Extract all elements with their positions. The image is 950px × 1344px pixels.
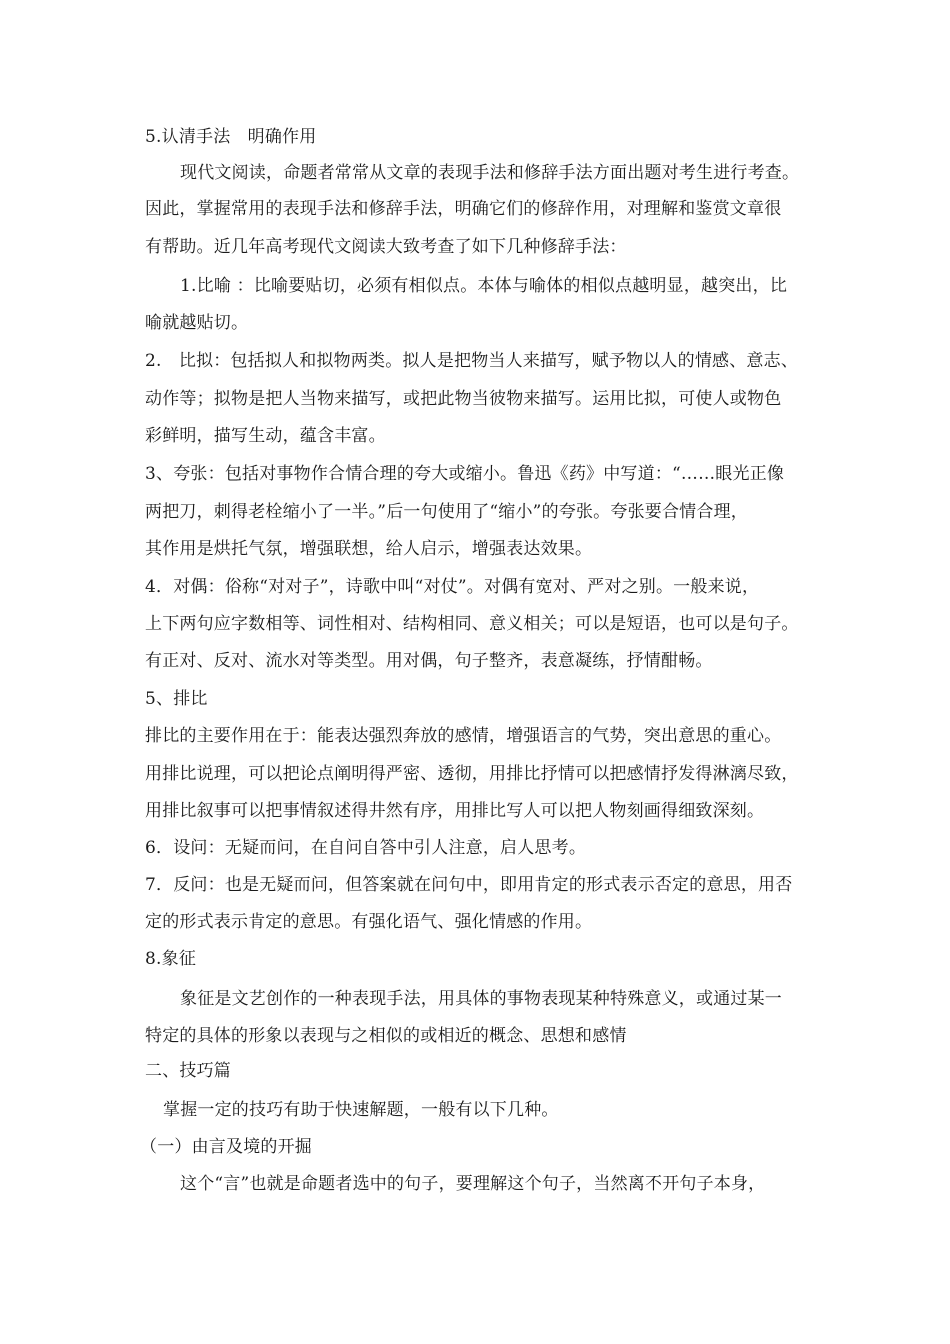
- list-item-line: 彩鲜明，描写生动，蕴含丰富。: [145, 426, 386, 446]
- paragraph-line: 现代文阅读，命题者常常从文章的表现手法和修辞手法方面出题对考生进行考查。: [180, 163, 800, 183]
- subsection-heading: （一）由言及境的开掘: [140, 1137, 312, 1157]
- paragraph-line: 掌握一定的技巧有助于快速解题，一般有以下几种。: [163, 1100, 559, 1120]
- list-item-line: 定的形式表示肯定的意思。有强化语气、强化情感的作用。: [145, 912, 593, 932]
- paragraph-line: 象征是文艺创作的一种表现手法，用具体的事物表现某种特殊意义，或通过某一: [180, 989, 782, 1009]
- section-heading: 二、技巧篇: [145, 1061, 231, 1081]
- paragraph-line: 有帮助。近几年高考现代文阅读大致考查了如下几种修辞手法：: [145, 237, 627, 257]
- list-item-line: 1.比喻 ：比喻要贴切，必须有相似点。本体与喻体的相似点越明显，越突出，比: [180, 276, 788, 296]
- list-item-line: 4．对偶：俗称“对对子”，诗歌中叫“对仗”。对偶有宽对、严对之别。一般来说，: [145, 577, 760, 597]
- section-heading: 5.认清手法 明确作用: [145, 127, 317, 147]
- paragraph-line: 用排比叙事可以把事情叙述得井然有序，用排比写人可以把人物刻画得细致深刻。: [145, 801, 765, 821]
- list-item-line: 喻就越贴切。: [145, 313, 249, 333]
- paragraph-line: 用排比说理，可以把论点阐明得严密、透彻，用排比抒情可以把感情抒发得淋漓尽致，: [145, 764, 799, 784]
- list-item-line: 两把刀，刺得老栓缩小了一半。”后一句使用了“缩小”的夸张。夸张要合情合理，: [145, 502, 748, 522]
- list-item-heading: 5、排比: [145, 689, 208, 709]
- list-item-line: 动作等；拟物是把人当物来描写，或把此物当彼物来描写。运用比拟，可使人或物色: [145, 389, 782, 409]
- paragraph-line: 特定的具体的形象以表现与之相似的或相近的概念、思想和感情: [145, 1026, 627, 1046]
- list-item-line: 其作用是烘托气氛，增强联想，给人启示，增强表达效果。: [145, 539, 593, 559]
- list-item-line: 7．反问：也是无疑而问，但答案就在问句中，即用肯定的形式表示否定的意思，用否: [145, 875, 793, 895]
- paragraph-line: 排比的主要作用在于：能表达强烈奔放的感情，增强语言的气势，突出意思的重心。: [145, 726, 782, 746]
- paragraph-line: 因此，掌握常用的表现手法和修辞手法，明确它们的修辞作用，对理解和鉴赏文章很: [145, 199, 782, 219]
- list-item-line: 上下两句应字数相等、词性相对、结构相同、意义相关；可以是短语，也可以是句子。: [145, 614, 799, 634]
- list-item-heading: 8.象征: [145, 949, 197, 969]
- list-item-line: 6．设问：无疑而问，在自问自答中引人注意，启人思考。: [145, 838, 587, 858]
- list-item-line: 2. 比拟：包括拟人和拟物两类。拟人是把物当人来描写，赋予物以人的情感、意志、: [145, 351, 799, 371]
- list-item-line: 3、夸张：包括对事物作合情合理的夸大或缩小。鲁迅《药》中写道：“……眼光正像: [145, 464, 785, 484]
- list-item-line: 有正对、反对、流水对等类型。用对偶，句子整齐，表意凝练，抒情酣畅。: [145, 651, 713, 671]
- paragraph-line: 这个“言”也就是命题者选中的句子，要理解这个句子，当然离不开句子本身，: [180, 1174, 766, 1194]
